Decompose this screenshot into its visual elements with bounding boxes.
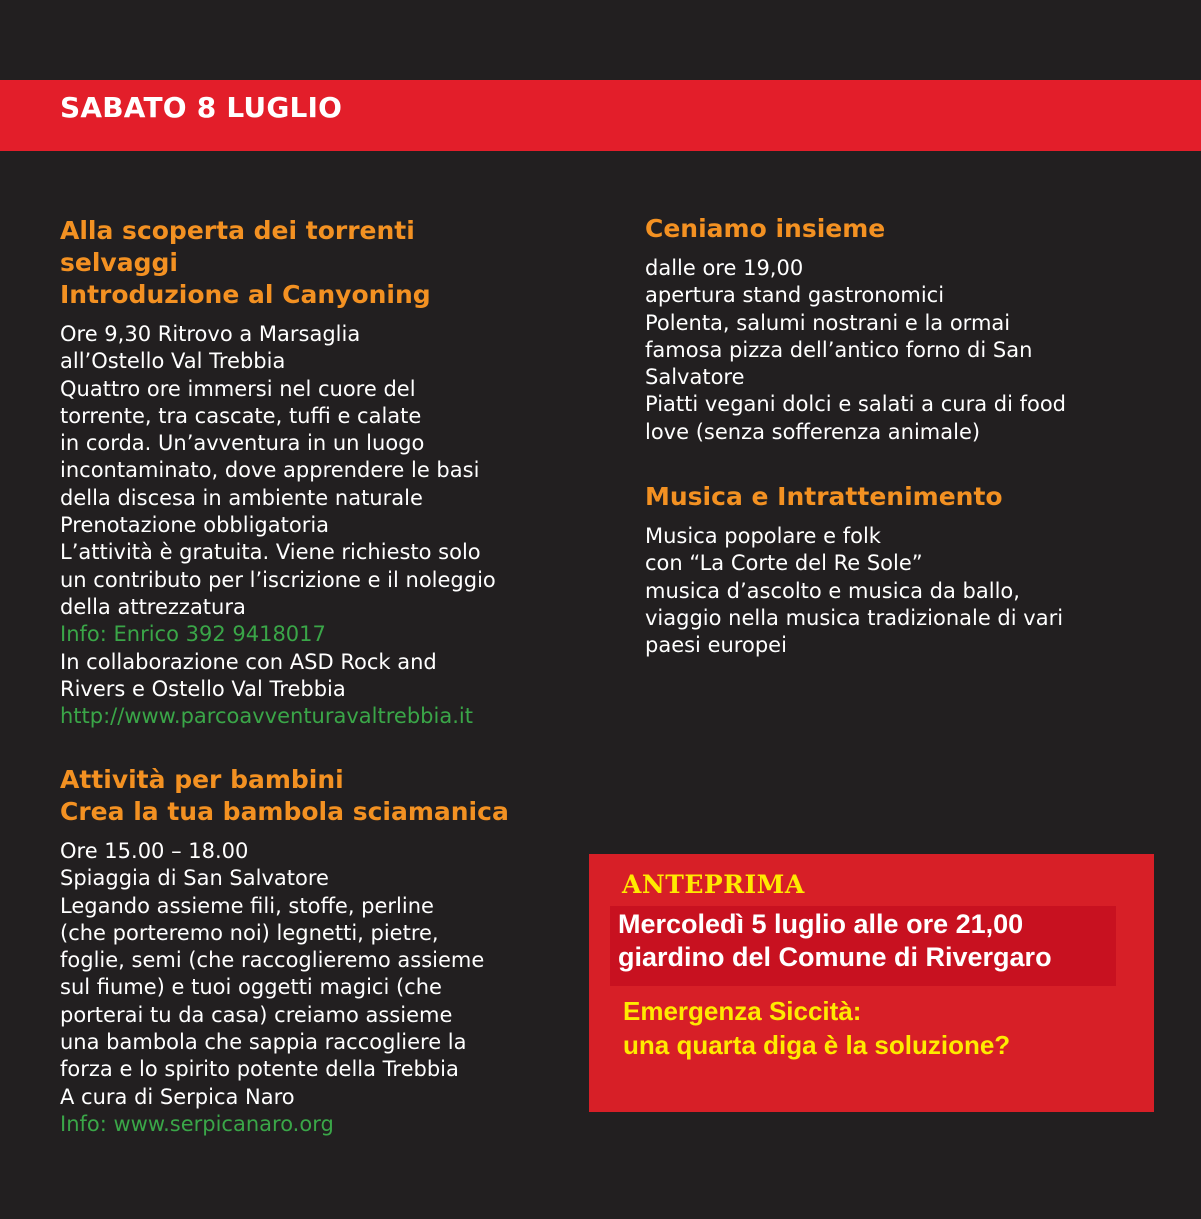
canyoning-heading: Alla scoperta dei torrenti selvaggi Introduzione al Canyoning: [60, 216, 431, 309]
preview-label: ANTEPRIMA: [622, 870, 805, 899]
kids-section: [60, 764, 509, 1138]
kids-info-link[interactable]: Info: www.serpicanaro.org: [60, 1111, 334, 1136]
preview-datetime: Mercoledì 5 luglio alle ore 21,00 giardino del Comune di Rivergaro: [618, 909, 1052, 972]
preview-topic: Emergenza Siccità: una quarta diga è la soluzione?: [623, 996, 1011, 1060]
music-heading: Musica e Intrattenimento: [645, 482, 1003, 511]
kids-heading: Attività per bambini Crea la tua bambola sciamanica: [60, 765, 509, 826]
dinner-heading: Ceniamo insieme: [645, 214, 886, 243]
music-section: [645, 481, 1063, 659]
page-title: SABATO 8 LUGLIO: [60, 91, 343, 124]
canyoning-info: Info: Enrico 392 9418017: [60, 622, 326, 647]
canyoning-section: [60, 215, 496, 730]
canyoning-description: Ore 9,30 Ritrovo a Marsaglia all’Ostello Val Trebbia Quattro ore immersi nel cuore del torrente, tra cascate, tuffi e calate in corda. Un’avventura in un luogo incontaminato, dove apprendere le basi della discesa in ambiente naturale Prenotazione obbligatoria L’attività è gratuita. Viene richiesto solo un contributo per l’iscrizione e il noleggio della attrezzatura Info: Enrico 392 9418017 In collaborazione con ASD Rock and Rivers e Ostello Val Trebbia http://www.parcoavventuravaltrebbia.it: [60, 321, 496, 730]
dinner-section: [645, 213, 1066, 446]
dinner-description: dalle ore 19,00 apertura stand gastronomici Polenta, salumi nostrani e la ormai famosa pizza dell’antico forno di San Salvatore Piatti vegani dolci e salati a cura di food love (senza sofferenza animale): [645, 256, 1067, 444]
music-description: Musica popolare e folk con “La Corte del Re Sole” musica d’ascolto e musica da ballo, viaggio nella musica tradizionale di vari paesi europei: [645, 524, 1064, 658]
canyoning-website-link[interactable]: http://www.parcoavventuravaltrebbia.it: [60, 704, 473, 729]
kids-description: Ore 15.00 – 18.00 Spiaggia di San Salvatore Legando assieme fili, stoffe, perline (che porteremo noi) legnetti, pietre, foglie, semi (che raccoglieremo assieme sul fiume) e tuoi oggetti magici (che porterai tu da casa) creiamo assieme una bambola che sappia raccogliere la forza e lo spirito potente della Trebbia A cura di Serpica Naro Info: www.serpicanaro.org: [60, 838, 509, 1138]
